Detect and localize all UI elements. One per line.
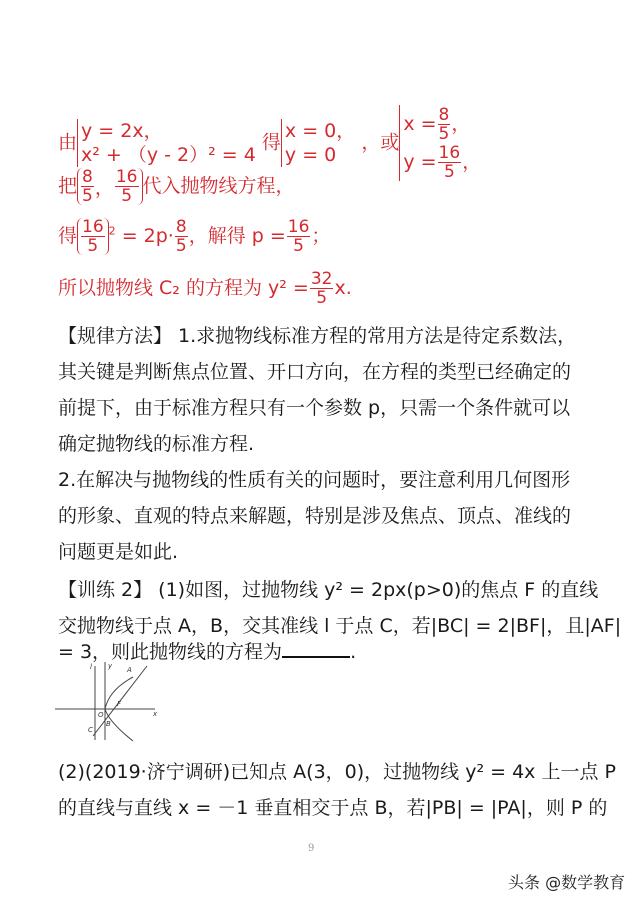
method-line: 其关键是判断焦点位置、开口方向，在方程的类型已经确定的 xyxy=(58,361,572,383)
method-line: 确定抛物线的标准方程. xyxy=(58,433,255,455)
fraction xyxy=(115,168,139,205)
label: O xyxy=(98,711,104,719)
solution-line-4 xyxy=(58,270,352,307)
den: 5 xyxy=(175,236,187,256)
parabola-figure xyxy=(55,660,165,742)
point: $\frac{8}{5}$ ， $\frac{16}{5}$ xyxy=(77,168,142,205)
den: 5 xyxy=(121,186,133,206)
label: F xyxy=(117,700,122,708)
text: 所以抛物线 C₂ 的方程为 y² = xyxy=(58,277,309,299)
fraction xyxy=(310,270,334,307)
text: = 3，则此抛物线的方程为 xyxy=(58,641,283,663)
den: 5 xyxy=(293,236,304,256)
fraction xyxy=(81,218,105,255)
text: y = xyxy=(403,151,437,173)
den: 5 xyxy=(438,124,450,144)
label: A xyxy=(127,666,132,674)
answer-blank xyxy=(282,656,350,658)
num: 16 xyxy=(82,217,104,237)
den: 5 xyxy=(87,236,99,256)
method-line: 2.在解决与抛物线的性质有关的问题时，要注意利用几何图形 xyxy=(58,469,571,491)
text: x. xyxy=(334,277,352,299)
text: . xyxy=(350,641,357,663)
label: l xyxy=(90,663,92,671)
text: ，解得 p = xyxy=(188,225,286,247)
text: 得 xyxy=(261,131,281,154)
fraction xyxy=(438,106,451,143)
question-2-line: 的直线与直线 x = －1 垂直相交于点 B，若|PB| = |PA|，则 P 的 xyxy=(58,797,608,819)
solution-line-3: 得 $\frac{16}{5}$ $^2$ = 2p· $\frac{8}{5}$ ，解得 p = $\frac{16}{5}$ ； xyxy=(58,217,331,256)
method-line: 的形象、直观的特点来解题，特别是涉及焦点、顶点、准线的 xyxy=(58,505,572,527)
training-line: 【训练 2】 (1)如图，过抛物线 y² = 2px(p>0)的焦点 F 的直线 xyxy=(58,579,599,601)
eq: y = 0 xyxy=(284,144,337,166)
text: 代入抛物线方程， xyxy=(142,175,295,197)
method-line: 【规律方法】 1.求抛物线标准方程的常用方法是待定系数法， xyxy=(58,325,577,347)
eq: x = 0， xyxy=(284,120,356,142)
fraction xyxy=(438,144,462,181)
page-number: 9 xyxy=(308,843,315,854)
training-line: 交抛物线于点 A，B，交其准线 l 于点 C，若|BC| = 2|BF|，且|AF| xyxy=(58,615,622,637)
system-3 xyxy=(399,105,481,181)
den: 5 xyxy=(316,288,328,308)
eq: y = 2x， xyxy=(81,120,163,142)
fraction xyxy=(175,218,188,255)
label: B xyxy=(106,720,111,728)
eq: y = $\frac{16}{5}$ ， xyxy=(403,143,482,182)
num: 8 xyxy=(175,217,187,237)
text: = 2p· xyxy=(121,225,174,247)
eq: x = $\frac{8}{5}$ ， xyxy=(403,105,471,144)
den: 5 xyxy=(443,162,455,182)
text: 得 xyxy=(58,225,78,247)
den: 5 xyxy=(82,186,93,206)
num: 16 xyxy=(115,167,138,187)
method-line: 前提下，由于标准方程只有一个参数 p，只需一个条件就可以 xyxy=(58,397,571,419)
label: x xyxy=(153,710,158,718)
label: y xyxy=(108,662,113,670)
system-2 xyxy=(281,119,355,167)
text: 由 xyxy=(58,131,78,154)
paren xyxy=(77,218,109,255)
num: 16 xyxy=(287,217,310,237)
watermark: 头条 @数学教育 xyxy=(508,873,626,892)
num: 8 xyxy=(82,167,93,187)
text: 把 xyxy=(58,175,78,197)
eq: x² + （y - 2）² = 4 xyxy=(81,144,256,166)
num: 8 xyxy=(438,105,450,125)
text: x = xyxy=(403,113,437,135)
system-1 xyxy=(77,119,256,167)
fraction xyxy=(287,218,311,255)
label: C xyxy=(88,726,93,734)
num: 16 xyxy=(438,143,461,163)
fraction xyxy=(81,168,94,205)
num: 32 xyxy=(310,269,333,289)
solution-line-2 xyxy=(58,168,295,205)
text: ，或 xyxy=(361,131,400,154)
method-line: 问题更是如此. xyxy=(58,541,179,563)
question-2-line: (2)(2019·济宁调研)已知点 A(3，0)，过抛物线 y² = 4x 上一点 P xyxy=(58,761,616,783)
